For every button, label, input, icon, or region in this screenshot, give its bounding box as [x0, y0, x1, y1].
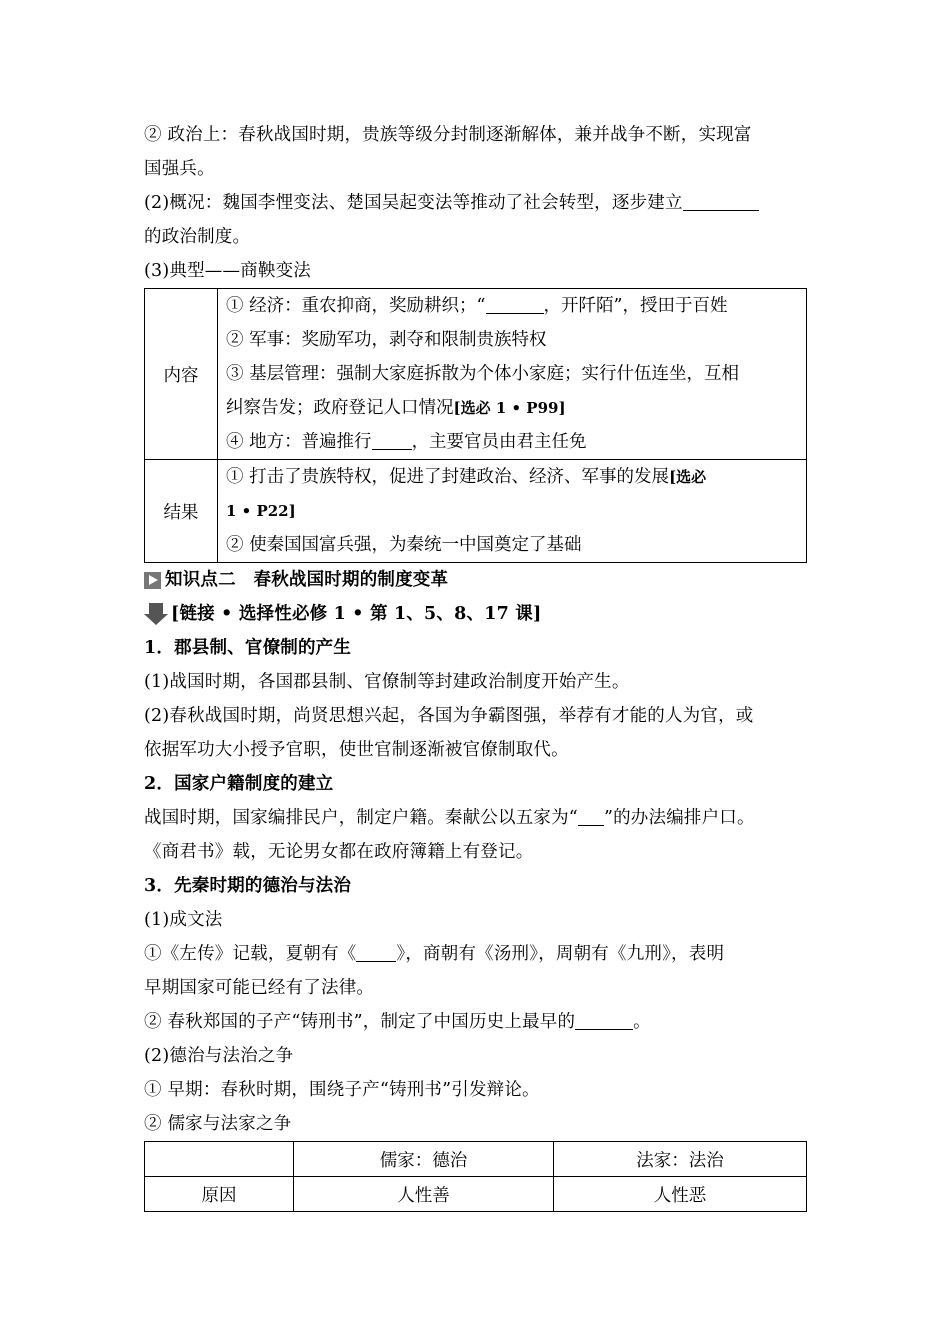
written-law-text-b: 》，商朝有《汤刑》，周朝有《九刑》，表明 — [396, 944, 725, 964]
document-page — [144, 118, 807, 1212]
household-text-a: 战国时期，国家编排民户，制定户籍。秦献公以五家为“ — [144, 808, 578, 828]
section-3-title: 3．先秦时期的德治与法治 — [144, 876, 352, 896]
overview-line-2: 的政治制度。 — [144, 227, 251, 247]
content-label: 内容 — [145, 289, 218, 460]
local-text-a: ④ 地方：普遍推行 — [226, 432, 372, 452]
written-law-text-a: ①《左传》记载，夏朝有《 — [144, 944, 357, 964]
content-item-economy — [226, 289, 806, 323]
knowledge-point-title: 知识点二 春秋战国时期的制度变革 — [165, 570, 449, 590]
economy-text-b: ，开阡陌”，授田于百姓 — [543, 296, 728, 316]
result-item-1 — [226, 460, 806, 494]
result-item-2: ② 使秦国国富兵强，为秦统一中国奠定了基础 — [226, 535, 582, 555]
section-3-para-1 — [144, 937, 807, 971]
section-2-line-1 — [144, 801, 807, 835]
link-line — [144, 597, 807, 631]
fill-blank — [683, 193, 759, 211]
section-3-para-4: ② 儒家与法家之争 — [144, 1114, 292, 1134]
fill-blank — [372, 432, 412, 450]
table-row — [145, 1177, 807, 1212]
politics-line-2: 国强兵。 — [144, 159, 215, 179]
section-3-sub-1: (1)成文法 — [144, 910, 223, 930]
arrow-down-icon — [144, 603, 168, 625]
cell-legalist-reason: 人性恶 — [554, 1177, 807, 1212]
overview-text: (2)概况：魏国李悝变法、楚国吴起变法等推动了社会转型，逐步建立 — [144, 193, 683, 213]
section-2-title: 2．国家户籍制度的建立 — [144, 774, 334, 794]
section-3-para-2 — [144, 1005, 807, 1039]
section-3-para-1-line-2: 早期国家可能已经有了法律。 — [144, 978, 375, 998]
knowledge-point-heading — [144, 563, 807, 597]
table-header-row — [145, 1142, 807, 1177]
row-label-reason: 原因 — [145, 1177, 294, 1212]
section-1-para-2-line-2: 依据军功大小授予官职，使世官制逐渐被官僚制取代。 — [144, 740, 569, 760]
table-row — [145, 289, 807, 460]
content-item-local — [226, 425, 806, 459]
compare-table — [144, 1141, 807, 1212]
section-1-para-1: (1)战国时期，各国郡县制、官僚制等封建政治制度开始产生。 — [144, 672, 630, 692]
zichan-text-a: ② 春秋郑国的子产“铸刑书”，制定了中国历史上最早的 — [144, 1012, 576, 1032]
politics-line-1: ② 政治上：春秋战国时期，贵族等级分封制逐渐解体，兼并战争不断，实现富 — [144, 125, 752, 145]
section-3-sub-2: (2)德治与法治之争 — [144, 1046, 294, 1066]
fill-blank — [578, 808, 604, 826]
fill-blank — [356, 944, 396, 962]
content-item-military: ② 军事：奖励军功，剥夺和限制贵族特权 — [226, 330, 547, 350]
local-text-b: ，主要官员由君主任免 — [411, 432, 587, 452]
typical-heading: (3)典型——商鞅变法 — [144, 261, 311, 281]
textbook-reference: [选必 1 • P99] — [453, 399, 566, 417]
result-cell — [218, 460, 807, 563]
fill-blank — [575, 1012, 633, 1030]
overview-line-1 — [144, 186, 807, 220]
link-text: [链接 • 选择性必修 1 • 第 1、5、8、17 课] — [171, 604, 542, 624]
header-cell-confucian: 儒家：德治 — [294, 1142, 554, 1177]
section-3-para-3: ① 早期：春秋时期，围绕子产“铸刑书”引发辩论。 — [144, 1080, 540, 1100]
content-cell — [218, 289, 807, 460]
content-item-grassroots-2 — [226, 391, 806, 425]
header-cell-legalist: 法家：法治 — [554, 1142, 807, 1177]
section-1-para-2-line-1: (2)春秋战国时期，尚贤思想兴起，各国为争霸图强，举荐有才能的人为官，或 — [144, 706, 754, 726]
fill-blank — [486, 296, 544, 314]
result-text: ① 打击了贵族特权，促进了封建政治、经济、军事的发展 — [226, 467, 670, 487]
cell-confucian-reason: 人性善 — [294, 1177, 554, 1212]
section-2-line-2: 《商君书》载，无论男女都在政府簿籍上有登记。 — [144, 842, 534, 862]
table-row — [145, 460, 807, 563]
economy-text-a: ① 经济：重农抑商，奖励耕织；“ — [226, 296, 486, 316]
content-item-grassroots-1: ③ 基层管理：强制大家庭拆散为个体小家庭；实行什伍连坐，互相 — [226, 364, 740, 384]
zichan-text-b: 。 — [633, 1012, 651, 1032]
textbook-reference: [选必 — [669, 468, 707, 486]
reform-table — [144, 288, 807, 563]
textbook-reference-cont: 1 • P22] — [226, 502, 296, 520]
grassroots-text: 纠察告发；政府登记人口情况 — [226, 398, 454, 418]
result-label: 结果 — [145, 460, 218, 563]
header-cell-empty — [145, 1142, 294, 1177]
section-1-title: 1．郡县制、官僚制的产生 — [144, 638, 352, 658]
play-triangle-icon — [144, 572, 161, 589]
household-text-b: ”的办法编排户口。 — [603, 808, 755, 828]
